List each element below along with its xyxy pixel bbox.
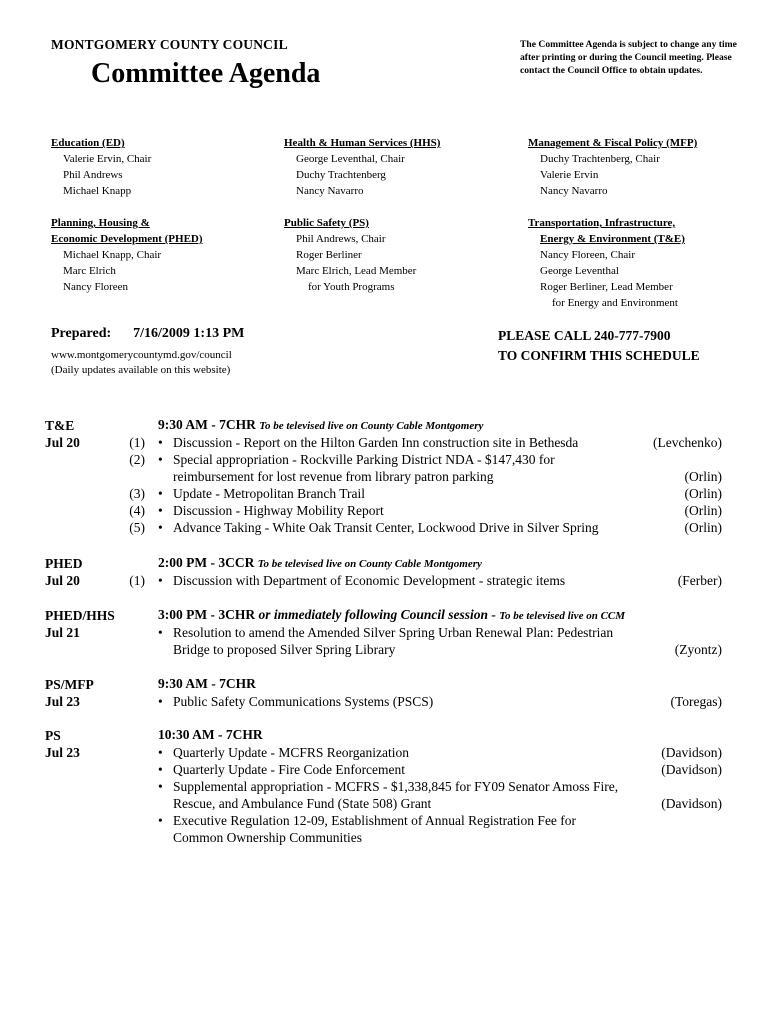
committee-member: Marc Elrich [63, 265, 116, 277]
agenda-item-line [0, 778, 768, 795]
agenda-item-text: Update - Metropolitan Branch Trail [173, 486, 365, 501]
committee-member: for Energy and Environment [552, 297, 678, 309]
committee-member: Phil Andrews [63, 169, 123, 181]
committee-member: Nancy Floreen, Chair [540, 249, 635, 261]
agenda-item-text: Rescue, and Ambulance Fund (State 508) Grant [173, 796, 432, 811]
website-link[interactable]: www.montgomerycountymd.gov/council [51, 349, 232, 361]
bullet: • [158, 486, 163, 501]
committee-member: George Leventhal, Chair [296, 153, 405, 165]
call-line-1: PLEASE CALL 240-777-7900 [498, 328, 671, 343]
agenda-item-line [0, 829, 768, 846]
committee-member: Nancy Navarro [296, 185, 364, 197]
committee-heading: Education (ED) [51, 137, 125, 149]
committee-member: Valerie Ervin, Chair [63, 153, 152, 165]
committee-heading: Planning, Housing & [51, 217, 150, 229]
agenda-item-number: (5) [129, 520, 145, 535]
agenda-item-line [0, 761, 768, 778]
bullet: • [158, 625, 163, 640]
committee-block [284, 135, 440, 199]
session-time-room [158, 607, 625, 623]
committee-block [51, 135, 151, 199]
prepared-line [51, 326, 244, 342]
agenda-item-staff: (Orlin) [684, 469, 722, 484]
agenda-item-line [0, 693, 768, 710]
agenda-item-staff: (Orlin) [684, 486, 722, 501]
bullet: • [158, 694, 163, 709]
agenda-item-number: (3) [129, 486, 145, 501]
committee-member: Roger Berliner, Lead Member [540, 281, 673, 293]
agenda-item-staff: (Ferber) [677, 573, 722, 588]
committee-heading: Management & Fiscal Policy (MFP) [528, 137, 698, 149]
session-date: Jul 23 [45, 745, 80, 760]
committee-member: Michael Knapp [63, 185, 132, 197]
committee-block [528, 215, 685, 311]
agenda-item-staff: (Davidson) [661, 762, 722, 777]
session-broadcast-note: To be televised live on County Cable Montgomery [257, 558, 482, 570]
bullet: • [158, 435, 163, 450]
agenda-item-text: Bridge to proposed Silver Spring Library [173, 642, 396, 657]
agenda-item-text: Quarterly Update - Fire Code Enforcement [173, 762, 406, 777]
session-committee-code: PHED [45, 556, 83, 571]
agenda-item-text: Advance Taking - White Oak Transit Center, Lockwood Drive in Silver Spring [173, 520, 599, 535]
session-broadcast-note: To be televised live on CCM [499, 610, 626, 622]
session-time: 3:00 PM - 3CHR [158, 607, 256, 622]
session-time-room [158, 417, 483, 433]
agenda-item-line [0, 795, 768, 812]
agenda-item-staff: (Levchenko) [653, 435, 722, 450]
session-committee-code: PS [45, 728, 61, 743]
session-broadcast-note: To be televised live on County Cable Montgomery [259, 420, 484, 432]
session-time-room [158, 727, 263, 743]
agenda-item-text: Discussion - Report on the Hilton Garden Inn construction site in Bethesda [173, 435, 579, 450]
committee-heading: Public Safety (PS) [284, 217, 369, 229]
agenda-item-text: Public Safety Communications Systems (PSCS) [173, 694, 434, 709]
bullet: • [158, 813, 163, 828]
agenda-item-text: Discussion - Highway Mobility Report [173, 503, 384, 518]
session-timing-note: or immediately following Council session - [258, 607, 496, 622]
session-time: 9:30 AM - 7CHR [158, 676, 256, 691]
council-name: MONTGOMERY COUNTY COUNCIL [51, 37, 288, 52]
agenda-item-text: Executive Regulation 12-09, Establishment of Annual Registration Fee for [173, 813, 577, 828]
committee-heading: Economic Development (PHED) [51, 233, 203, 245]
call-to-confirm [498, 326, 700, 366]
agenda-item-line [0, 519, 768, 536]
agenda-item-line [0, 572, 768, 589]
agenda-item-line [0, 468, 768, 485]
session-date: Jul 20 [45, 435, 80, 450]
agenda-item-staff: (Davidson) [661, 745, 722, 760]
committee-member: Roger Berliner [296, 249, 362, 261]
agenda-item-text: Discussion with Department of Economic Development - strategic items [173, 573, 566, 588]
agenda-item-text: Supplemental appropriation - MCFRS - $1,338,845 for FY09 Senator Amoss Fire, [173, 779, 619, 794]
agenda-item-line [0, 812, 768, 829]
agenda-item-line [0, 624, 768, 641]
bullet: • [158, 520, 163, 535]
agenda-item-text: reimbursement for lost revenue from library patron parking [173, 469, 494, 484]
session-date: Jul 23 [45, 694, 80, 709]
session-committee-code: PHED/HHS [45, 608, 115, 623]
committee-member: Phil Andrews, Chair [296, 233, 386, 245]
committee-member: Duchy Trachtenberg [296, 169, 386, 181]
committee-member: Marc Elrich, Lead Member [296, 265, 417, 277]
agenda-item-staff: (Davidson) [661, 796, 722, 811]
agenda-item-line [0, 485, 768, 502]
committee-member: Valerie Ervin [540, 169, 599, 181]
session-committee-code: T&E [45, 418, 75, 433]
website-note: (Daily updates available on this website) [51, 364, 231, 376]
bullet: • [158, 779, 163, 794]
bullet: • [158, 503, 163, 518]
committee-block [528, 135, 697, 199]
session-time-room [158, 676, 256, 692]
session-date: Jul 20 [45, 573, 80, 588]
agenda-item-staff: (Toregas) [670, 694, 722, 709]
agenda-item-number: (1) [129, 435, 145, 450]
agenda-item-line [0, 641, 768, 658]
committee-block [51, 215, 203, 295]
agenda-item-text: Common Ownership Communities [173, 830, 362, 845]
call-line-2: TO CONFIRM THIS SCHEDULE [498, 348, 700, 363]
committee-heading: Energy & Environment (T&E) [540, 233, 685, 245]
agenda-item-text: Special appropriation - Rockville Parking District NDA - $147,430 for [173, 452, 555, 467]
session-date: Jul 21 [45, 625, 80, 640]
agenda-item-number: (2) [129, 452, 145, 467]
schedule-notice: The Committee Agenda is subject to change any time after printing or during the Council meeting. Please contact the Council Office to obtain updates. [520, 39, 737, 76]
prepared-label: Prepared: [51, 326, 112, 341]
committee-member: Nancy Navarro [540, 185, 608, 197]
committee-heading: Health & Human Services (HHS) [284, 137, 441, 149]
committee-member: Michael Knapp, Chair [63, 249, 162, 261]
agenda-item-line [0, 744, 768, 761]
agenda-item-number: (1) [129, 573, 145, 588]
session-committee-code: PS/MFP [45, 677, 94, 692]
agenda-item-line [0, 451, 768, 468]
agenda-item-staff: (Orlin) [684, 503, 722, 518]
session-time: 2:00 PM - 3CCR [158, 555, 255, 570]
session-time: 9:30 AM - 7CHR [158, 417, 256, 432]
agenda-item-line [0, 434, 768, 451]
committee-block [284, 215, 416, 295]
agenda-item-line [0, 502, 768, 519]
session-time-room [158, 555, 482, 571]
session-time: 10:30 AM - 7CHR [158, 727, 263, 742]
bullet: • [158, 452, 163, 467]
committee-heading: Transportation, Infrastructure, [528, 217, 676, 229]
prepared-date: 7/16/2009 1:13 PM [133, 326, 245, 341]
agenda-item-number: (4) [129, 503, 145, 518]
agenda-item-staff: (Zyontz) [674, 642, 722, 657]
agenda-item-text: Resolution to amend the Amended Silver Spring Urban Renewal Plan: Pedestrian [173, 625, 614, 640]
bullet: • [158, 745, 163, 760]
website-info [51, 348, 232, 378]
agenda-item-text: Quarterly Update - MCFRS Reorganization [173, 745, 409, 760]
bullet: • [158, 762, 163, 777]
page-title: Committee Agenda [91, 58, 321, 89]
agenda-item-staff: (Orlin) [684, 520, 722, 535]
bullet: • [158, 573, 163, 588]
committee-member: for Youth Programs [308, 281, 395, 293]
committee-member: Nancy Floreen [63, 281, 129, 293]
committee-member: George Leventhal [540, 265, 619, 277]
committee-member: Duchy Trachtenberg, Chair [540, 153, 660, 165]
